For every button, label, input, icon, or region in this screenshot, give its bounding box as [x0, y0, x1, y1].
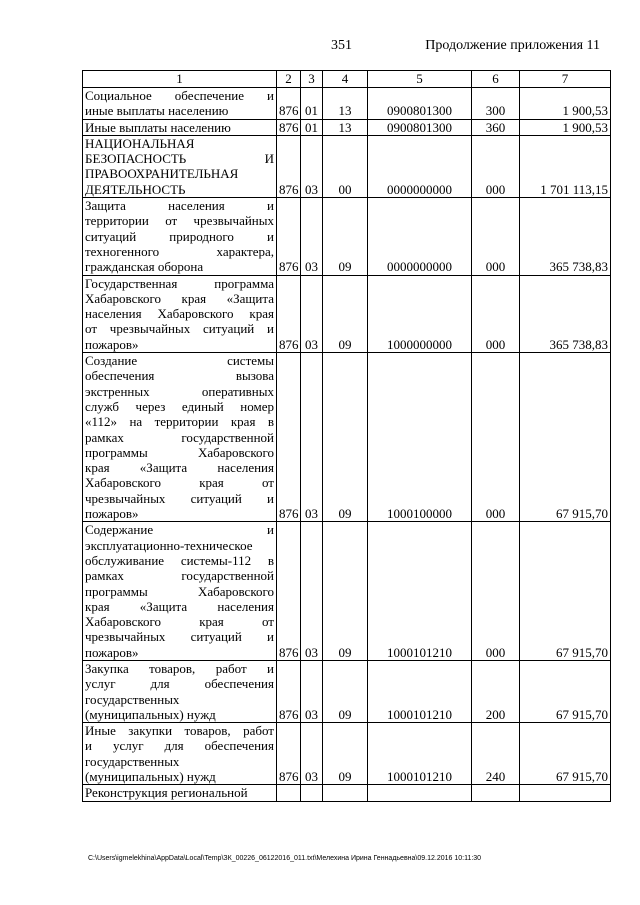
- row-name-line: техногенного характера,: [85, 243, 274, 259]
- column-header: 4: [323, 71, 368, 88]
- table-header-row: [83, 71, 611, 88]
- table-row: [83, 135, 611, 197]
- code-cell: [277, 785, 301, 801]
- row-name-line: края «Защита населения: [85, 460, 274, 476]
- section-cell: 01: [301, 88, 323, 120]
- amount-cell: 67 915,70: [520, 660, 611, 722]
- table-row: [83, 198, 611, 275]
- row-name-line: населения Хабаровского края: [85, 306, 274, 322]
- row-name-line: пожаров»: [85, 336, 139, 352]
- expense-type-cell: 300: [472, 88, 520, 120]
- table-row: [83, 660, 611, 722]
- expense-type-cell: 000: [472, 135, 520, 197]
- amount-cell: 365 738,83: [520, 275, 611, 352]
- row-name-line: служб через единый номер: [85, 398, 274, 414]
- target-article-cell: 1000100000: [368, 353, 472, 522]
- expense-type-cell: 360: [472, 119, 520, 135]
- row-name-line: Иные закупки товаров, работ: [85, 723, 274, 739]
- row-name-line: государственных: [85, 691, 180, 707]
- table-row: [83, 119, 611, 135]
- row-name-line: программы Хабаровского: [85, 583, 274, 599]
- row-name-line: обслуживание системы-112 в: [85, 552, 274, 568]
- row-name-cell: [83, 723, 277, 785]
- row-name-line: ДЕЯТЕЛЬНОСТЬ: [85, 181, 186, 197]
- subsection-cell: 09: [323, 723, 368, 785]
- row-name-line: НАЦИОНАЛЬНАЯ: [85, 135, 195, 151]
- amount-cell: 365 738,83: [520, 198, 611, 275]
- amount-cell: [520, 785, 611, 801]
- row-name-cell: [83, 522, 277, 661]
- row-name-line: (муниципальных) нужд: [85, 769, 216, 785]
- row-name-cell: [83, 785, 277, 801]
- amount-cell: 67 915,70: [520, 353, 611, 522]
- table-row: [83, 88, 611, 120]
- subsection-cell: 13: [323, 119, 368, 135]
- target-article-cell: 1000101210: [368, 723, 472, 785]
- row-name-line: программы Хабаровского: [85, 444, 274, 460]
- row-name-line: государственных: [85, 753, 180, 769]
- column-header: 1: [83, 71, 277, 88]
- table-row: [83, 522, 611, 661]
- expense-type-cell: [472, 785, 520, 801]
- subsection-cell: 09: [323, 275, 368, 352]
- section-cell: 01: [301, 119, 323, 135]
- row-name-line: ситуаций природного и: [85, 228, 274, 244]
- row-name-line: Хабаровского края от: [85, 614, 274, 630]
- section-cell: 03: [301, 135, 323, 197]
- row-name-line: Социальное обеспечение и: [85, 88, 274, 103]
- row-name-line: пожаров»: [85, 644, 139, 660]
- row-name-cell: [83, 353, 277, 522]
- expense-type-cell: 240: [472, 723, 520, 785]
- column-header: 6: [472, 71, 520, 88]
- row-name-line: Хабаровского края «Защита: [85, 290, 274, 306]
- row-name-line: Реконструкция региональной: [85, 785, 248, 801]
- row-name-line: Создание системы: [85, 353, 274, 369]
- row-name-line: Содержание и: [85, 522, 274, 538]
- column-header: 3: [301, 71, 323, 88]
- row-name-line: чрезвычайных ситуаций и: [85, 490, 274, 506]
- section-cell: 03: [301, 275, 323, 352]
- column-header: 7: [520, 71, 611, 88]
- row-name-line: иные выплаты населению: [85, 103, 229, 119]
- expense-type-cell: 200: [472, 660, 520, 722]
- row-name-line: Защита населения и: [85, 198, 274, 214]
- target-article-cell: 1000101210: [368, 522, 472, 661]
- section-cell: 03: [301, 660, 323, 722]
- row-name-cell: [83, 275, 277, 352]
- section-cell: 03: [301, 198, 323, 275]
- code-cell: 876: [277, 275, 301, 352]
- expense-type-cell: 000: [472, 522, 520, 661]
- section-cell: [301, 785, 323, 801]
- row-name-line: территории от чрезвычайных: [85, 213, 274, 229]
- subsection-cell: 00: [323, 135, 368, 197]
- row-name-line: Государственная программа: [85, 275, 274, 291]
- amount-cell: 1 900,53: [520, 88, 611, 120]
- target-article-cell: 0900801300: [368, 88, 472, 120]
- row-name-line: рамках государственной: [85, 429, 274, 445]
- target-article-cell: 0900801300: [368, 119, 472, 135]
- column-header: 2: [277, 71, 301, 88]
- target-article-cell: 0000000000: [368, 198, 472, 275]
- row-name-line: экстренных оперативных: [85, 383, 274, 399]
- table-row: [83, 785, 611, 801]
- target-article-cell: 1000101210: [368, 660, 472, 722]
- code-cell: 876: [277, 522, 301, 661]
- row-name-cell: [83, 119, 277, 135]
- code-cell: 876: [277, 660, 301, 722]
- subsection-cell: 09: [323, 660, 368, 722]
- row-name-line: гражданская оборона: [85, 259, 204, 275]
- amount-cell: 1 701 113,15: [520, 135, 611, 197]
- code-cell: 876: [277, 119, 301, 135]
- file-path-footer: C:\Users\igmelekhina\AppData\Local\Temp\ЗК_00226_06122016_011.txt\Мелехина Ирина Геннадьевна\09.12.2016 10:11:30: [88, 855, 482, 862]
- row-name-line: «112» на территории края в: [85, 414, 274, 430]
- budget-table: [82, 70, 611, 802]
- row-name-cell: [83, 660, 277, 722]
- section-cell: 03: [301, 353, 323, 522]
- code-cell: 876: [277, 198, 301, 275]
- expense-type-cell: 000: [472, 198, 520, 275]
- appendix-continuation-label: Продолжение приложения 11: [425, 38, 600, 53]
- row-name-line: края «Защита населения: [85, 598, 274, 614]
- row-name-line: эксплуатационно-техническое: [85, 537, 253, 553]
- row-name-line: Хабаровского края от: [85, 475, 274, 491]
- target-article-cell: 1000000000: [368, 275, 472, 352]
- amount-cell: 67 915,70: [520, 522, 611, 661]
- section-cell: 03: [301, 522, 323, 661]
- row-name-line: БЕЗОПАСНОСТЬ И: [85, 151, 274, 167]
- amount-cell: 67 915,70: [520, 723, 611, 785]
- row-name-line: Иные выплаты населению: [85, 119, 231, 135]
- row-name-line: услуг для обеспечения: [85, 676, 274, 692]
- row-name-cell: [83, 198, 277, 275]
- code-cell: 876: [277, 135, 301, 197]
- table-row: [83, 275, 611, 352]
- subsection-cell: 13: [323, 88, 368, 120]
- row-name-line: чрезвычайных ситуаций и: [85, 629, 274, 645]
- row-name-line: и услуг для обеспечения: [85, 738, 274, 754]
- row-name-line: обеспечения вызова: [85, 368, 274, 384]
- table-row: [83, 723, 611, 785]
- row-name-line: (муниципальных) нужд: [85, 706, 216, 722]
- row-name-line: пожаров»: [85, 506, 139, 522]
- code-cell: 876: [277, 723, 301, 785]
- section-cell: 03: [301, 723, 323, 785]
- subsection-cell: 09: [323, 353, 368, 522]
- row-name-line: Закупка товаров, работ и: [85, 660, 274, 676]
- target-article-cell: [368, 785, 472, 801]
- expense-type-cell: 000: [472, 275, 520, 352]
- row-name-line: ПРАВООХРАНИТЕЛЬНАЯ: [85, 166, 239, 182]
- subsection-cell: [323, 785, 368, 801]
- subsection-cell: 09: [323, 198, 368, 275]
- row-name-cell: [83, 88, 277, 120]
- row-name-line: от чрезвычайных ситуаций и: [85, 321, 274, 337]
- table-row: [83, 353, 611, 522]
- column-header: 5: [368, 71, 472, 88]
- target-article-cell: 0000000000: [368, 135, 472, 197]
- row-name-cell: [83, 135, 277, 197]
- amount-cell: 1 900,53: [520, 119, 611, 135]
- code-cell: 876: [277, 353, 301, 522]
- row-name-line: рамках государственной: [85, 568, 274, 584]
- expense-type-cell: 000: [472, 353, 520, 522]
- subsection-cell: 09: [323, 522, 368, 661]
- page-number: 351: [331, 38, 352, 53]
- code-cell: 876: [277, 88, 301, 120]
